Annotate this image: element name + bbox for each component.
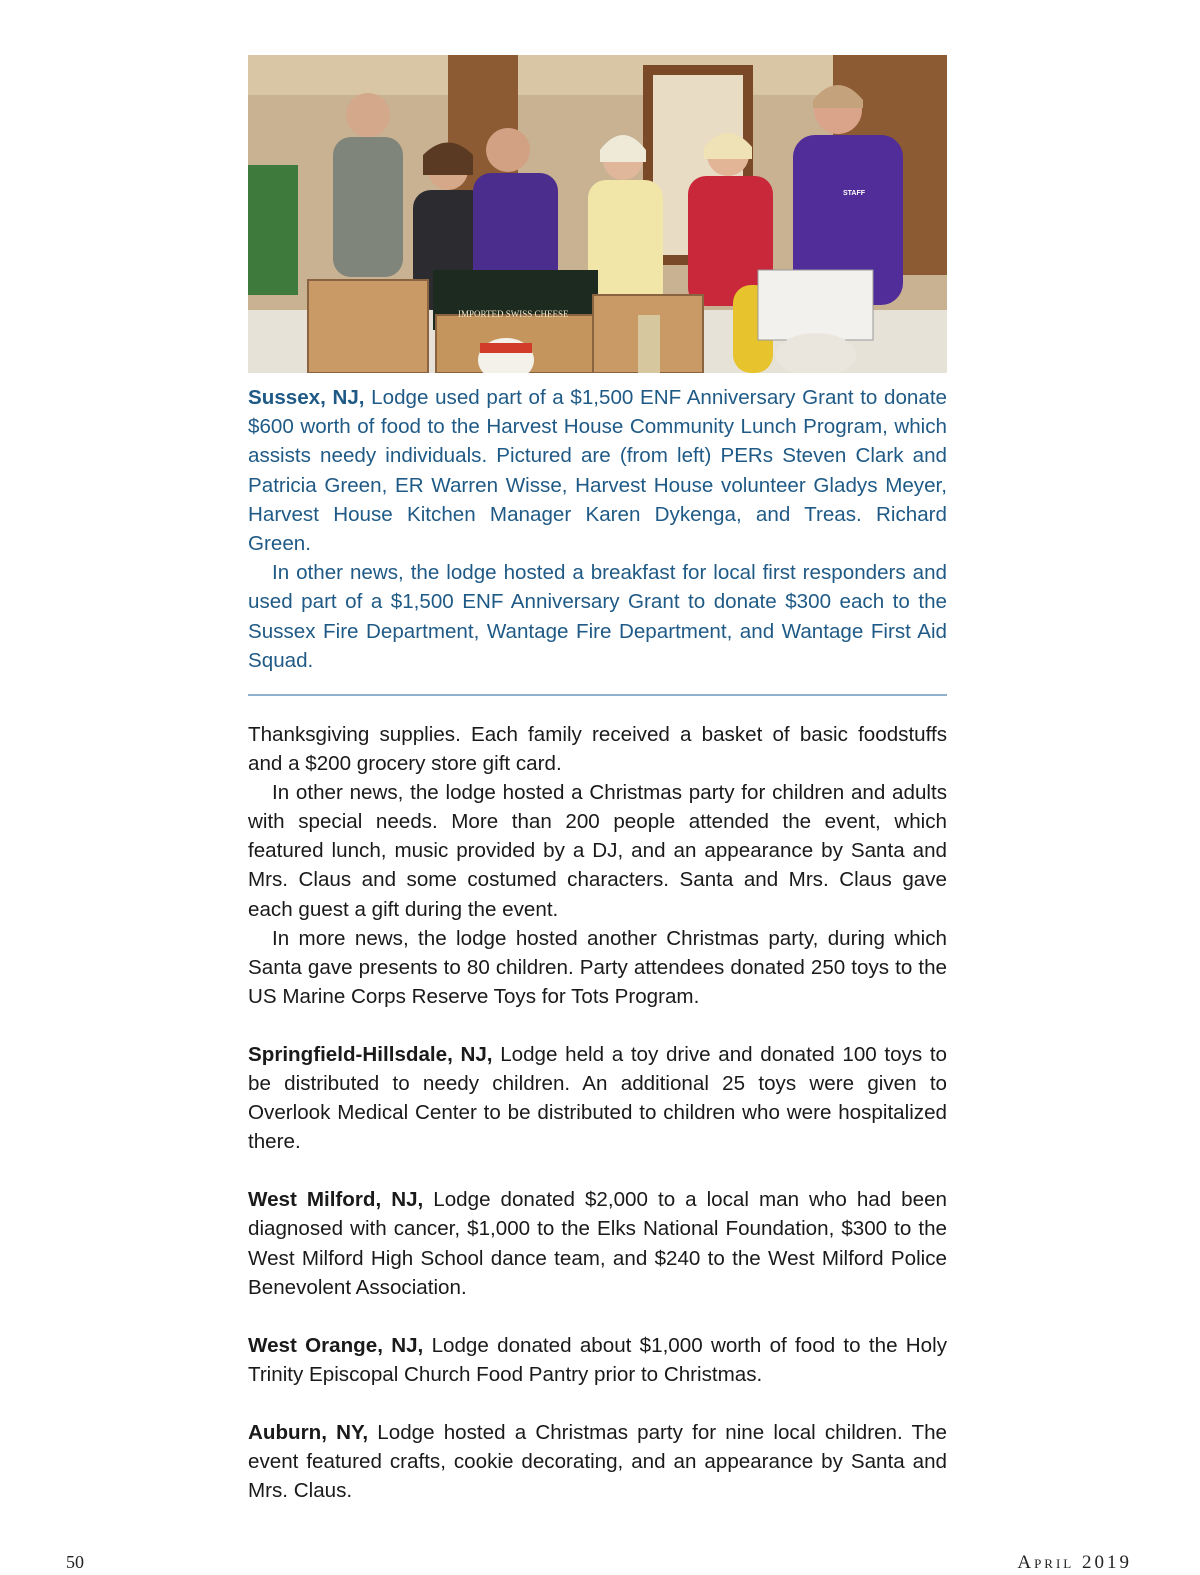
lodge-news-text: Lodge donated $2,000 to a local man who had been diagnosed with cancer, $1,000 to the Elks National Foundation, $300 to the West Milford High School dance team, and $240 to the West Milford Police Benevolent Association. — [248, 1188, 947, 1299]
caption-text: Lodge used part of a $1,500 ENF Anniversary Grant to donate $600 worth of food to the Harvest House Community Lunch Program, which assists needy individuals. Pictured are (from left) PERs Steven Clark and Patricia Green, ER Warren Wisse, Harvest House volunteer Gladys Meyer, Harvest House Kitchen Manager Karen Dykenga, and Treas. Richard Green. — [248, 386, 947, 556]
continued-paragraph: Thanksgiving supplies. Each family received a basket of basic foodstuffs and a $200 grocery store gift card. — [248, 723, 947, 776]
lodge-news-item — [248, 1418, 947, 1505]
lodge-news-text: Lodge hosted a Christmas party for nine local children. The event featured crafts, cookie decorating, and an appearance by Santa and Mrs. Claus. — [248, 1420, 947, 1503]
box-label: IMPORTED SWISS CHEESE — [458, 309, 569, 319]
caption-paragraph-2: In other news, the lodge hosted a breakfast for local first responders and used part of a $1,500 ENF Anniversary Grant to donate $300 each to the Sussex Fire Department, Wantage Fire Department, and Wantage First Aid Squad. — [248, 561, 947, 672]
lodge-news-text: Lodge donated about $1,000 worth of food to the Holy Trinity Episcopal Church Food Pantry prior to Christmas. — [248, 1333, 948, 1386]
lodge-news-text: Lodge held a toy drive and donated 100 toys to be distributed to needy children. An additional 25 toys were given to Overlook Medical Center to be distributed to children who were hospitalized there. — [248, 1042, 947, 1154]
page-number: 50 — [66, 1552, 84, 1572]
photo-caption — [248, 383, 947, 675]
caption-paragraph — [248, 383, 947, 558]
lodge-name: Auburn, NY, — [248, 1420, 369, 1444]
lodge-name: West Milford, NJ, — [248, 1188, 424, 1212]
staff-shirt-label: STAFF — [843, 190, 866, 197]
lodge-name: West Orange, NJ, — [248, 1333, 424, 1357]
body-paragraph: In more news, the lodge hosted another Christmas party, during which Santa gave presents to 80 children. Party attendees donated 250 toys to the US Marine Corps Reserve Toys for Tots Program. — [248, 926, 947, 1008]
issue-date: April 2019 — [1017, 1552, 1132, 1573]
body-paragraph: In other news, the lodge hosted a Christmas party for children and adults with special needs. More than 200 people attended the event, which featured lunch, music provided by a DJ, and an appearance by Santa and Mrs. Claus and some costumed characters. Santa and Mrs. Claus gave each guest a gift during the event. — [248, 781, 947, 921]
section-divider — [248, 694, 947, 696]
article-body — [248, 720, 947, 1505]
food-boxes — [308, 270, 873, 373]
caption-lead: Sussex, NJ, — [248, 386, 365, 409]
lodge-news-item — [248, 1185, 947, 1301]
lodge-photo — [248, 55, 947, 373]
lodge-news-item — [248, 1040, 947, 1156]
photo-illustration — [248, 55, 947, 373]
lodge-name: Springfield-Hillsdale, NJ, — [248, 1042, 493, 1066]
lodge-news-item — [248, 1331, 947, 1389]
